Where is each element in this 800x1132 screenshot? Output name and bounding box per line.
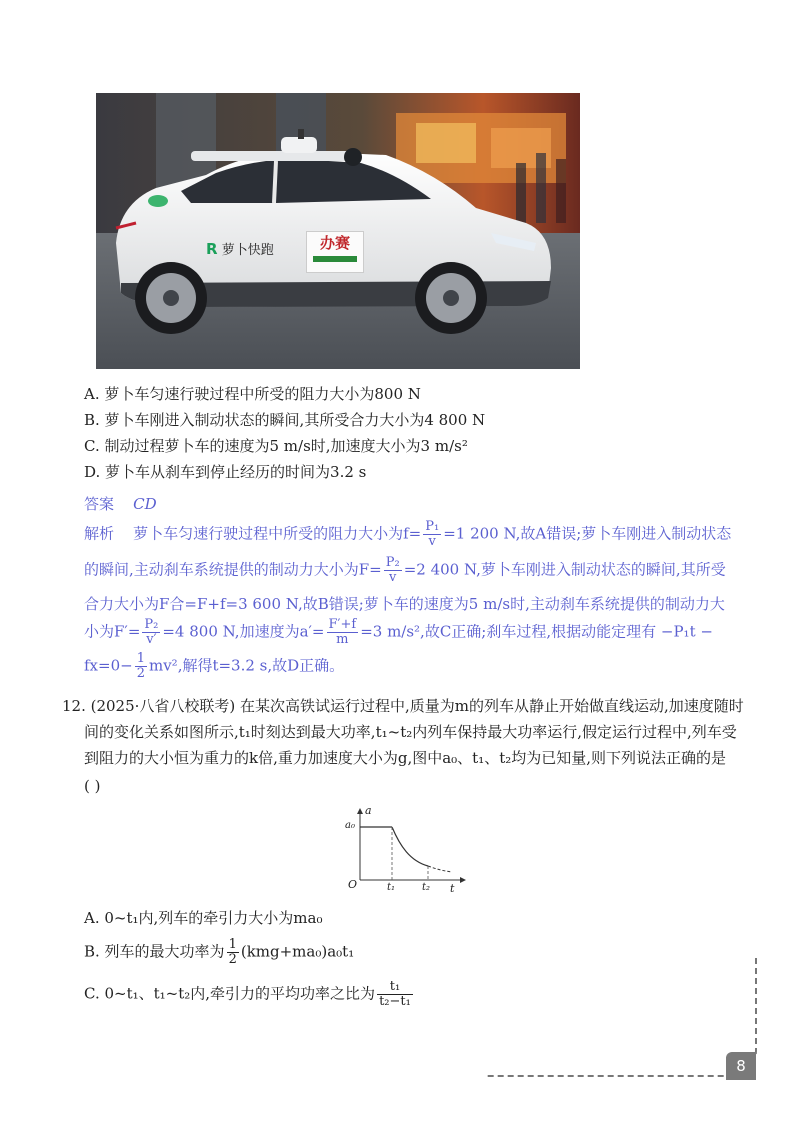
question-12-line-3: 到阻力的大小恒为重力的k倍,重力加速度大小为g,图中a₀、t₁、t₂均为已知量,则下列说法正确的是 (84, 749, 727, 767)
analysis-line-5 (84, 652, 344, 681)
fraction: $\frac{\text{P₂}}{v}$ (385, 555, 400, 585)
analysis-text: =3 m/s²,故C正确;刹车过程,根据动能定理有 −P₁t − (360, 622, 713, 641)
answer-value: CD (133, 495, 157, 513)
x-axis-label: t (450, 882, 455, 895)
acceleration-time-graph (340, 806, 470, 896)
brand-logo-icon: R (206, 240, 218, 258)
q12-option-b (84, 938, 354, 967)
brand-text: 萝卜快跑 (221, 243, 274, 258)
analysis-text: =1 200 N,故A错误;萝卜车刚进入制动状态 (443, 524, 732, 543)
option-text: B. 列车的最大功率为 (84, 942, 225, 961)
option-c: C. 制动过程萝卜车的速度为5 m/s时,加速度大小为3 m/s² (84, 437, 468, 455)
analysis-line-2 (84, 556, 726, 585)
option-a: A. 萝卜车匀速行驶过程中所受的阻力大小为800 N (84, 385, 421, 403)
sticker (306, 231, 364, 273)
fraction: $\frac{\text{P₁}}{v}$ (425, 519, 440, 549)
analysis-text: 萝卜车匀速行驶过程中所受的阻力大小为f= (133, 524, 422, 543)
fraction: $\frac{1}{2}$ (228, 937, 237, 967)
fraction: $\frac{1}{2}$ (136, 651, 145, 681)
fraction: $\frac{\text{P₂}}{v'}$ (144, 617, 159, 647)
y-axis-label: a (365, 804, 372, 817)
option-d: D. 萝卜车从刹车到停止经历的时间为3.2 s (84, 463, 367, 481)
analysis-text: 小为F′= (84, 622, 141, 641)
analysis-line-3: 合力大小为F合=F+f=3 600 N,故B错误;萝卜车的速度为5 m/s时,主动刹车系统提供的制动力大 (84, 595, 725, 613)
analysis-label: 解析 (84, 524, 115, 543)
option-text: C. 0~t₁、t₁~t₂内,牵引力的平均功率之比为 (84, 984, 376, 1003)
q12-option-c (84, 980, 415, 1009)
option-b: B. 萝卜车刚进入制动状态的瞬间,其所受合力大小为4 800 N (84, 411, 486, 429)
answer-label: 答案 (84, 495, 115, 513)
analysis-line-4 (84, 618, 713, 647)
question-12-line-2: 间的变化关系如图所示,t₁时刻达到最大功率,t₁~t₂内列车保持最大功率运行,假定运行过程中,列车受 (84, 723, 737, 741)
answer-line (84, 492, 157, 516)
robotaxi-photo (96, 93, 580, 369)
question-12-bracket: ( ) (84, 777, 101, 795)
sticker-text: 办赛 (319, 234, 350, 252)
fraction: $\frac{\text{t₁}}{\text{t₂−t₁}}$ (379, 979, 411, 1009)
analysis-text: =4 800 N,加速度为a′= (162, 622, 325, 641)
analysis-line-1 (84, 520, 731, 549)
analysis-text: =2 400 N,萝卜车刚进入制动状态的瞬间,其所受 (403, 560, 726, 579)
q12-option-a: A. 0~t₁内,列车的牵引力大小为ma₀ (84, 909, 323, 927)
analysis-text: 的瞬间,主动刹车系统提供的制动力大小为F= (84, 560, 382, 579)
x-tick-t1: t₁ (387, 882, 396, 893)
fraction: $\frac{F'+f}{m}$ (328, 617, 357, 647)
origin-label: O (348, 878, 358, 891)
y-tick-label: a₀ (345, 820, 355, 831)
question-12-line-1: 12. (2025·八省八校联考) 在某次高铁试运行过程中,质量为m的列车从静止开始做直线运动,加速度随时 (62, 697, 744, 715)
x-tick-t2: t₂ (422, 882, 431, 893)
analysis-text: mv²,解得t=3.2 s,故D正确。 (148, 656, 345, 675)
analysis-text: fx=0− (84, 656, 133, 675)
option-text: (kmg+ma₀)a₀t₁ (240, 942, 355, 961)
page-number: 8 (726, 1052, 756, 1080)
